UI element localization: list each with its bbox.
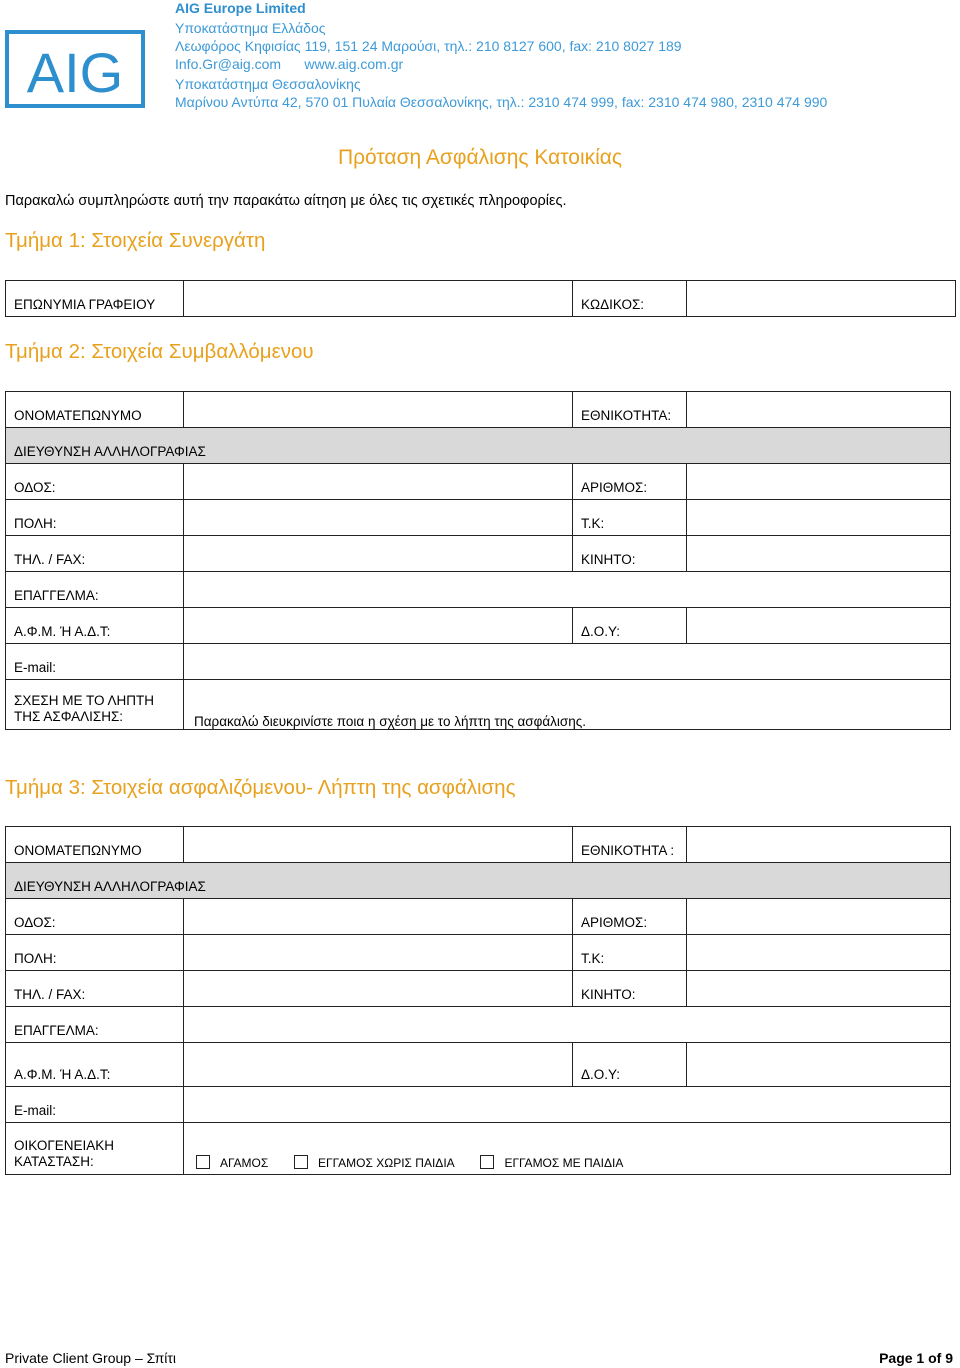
phone-fax-field[interactable] <box>184 971 573 1007</box>
postcode-field[interactable] <box>687 500 951 536</box>
page-title: Πρόταση Ασφάλισης Κατοικίας <box>337 146 623 169</box>
profession-label: ΕΠΑΓΓΕΛΜΑ: <box>6 1007 184 1043</box>
page-number: Page 1 of 9 <box>879 1350 953 1366</box>
logo-text: AIG <box>26 41 124 104</box>
section3-title: Τμήμα 3: Στοιχεία ασφαλιζόμενου- Λήπτη της ασφάλισης <box>5 776 516 799</box>
married-no-kids-checkbox[interactable] <box>294 1155 308 1169</box>
aig-logo <box>5 30 145 108</box>
mobile-field[interactable] <box>687 536 951 572</box>
code-label: ΚΩΔΙΚΟΣ: <box>573 281 687 317</box>
mail-address-header: ΔΙΕΥΘΥΝΣΗ ΑΛΛΗΛΟΓΡΑΦΙΑΣ <box>6 863 951 899</box>
email-label: E-mail: <box>6 644 184 680</box>
relation-note: Παρακαλώ διευκρινίστε ποια η σχέση με το λήπτη της ασφάλισης. <box>194 714 587 729</box>
tax-id-field[interactable] <box>184 1043 573 1087</box>
mobile-label: ΚΙΝΗΤΟ: <box>573 971 687 1007</box>
street-label: ΟΔΟΣ: <box>6 464 184 500</box>
branch1-address: Λεωφόρος Κηφισίας 119, 151 24 Μαρούσι, τηλ.: 210 8127 600, fax: 210 8027 189 <box>175 38 682 54</box>
married-no-kids-option-label: ΕΓΓΑΜΟΣ ΧΩΡΙΣ ΠΑΙΔΙΑ <box>318 1156 455 1170</box>
married-kids-checkbox[interactable] <box>480 1155 494 1169</box>
tax-id-label: Α.Φ.Μ. Ή Α.Δ.Τ: <box>6 608 184 644</box>
email-field[interactable] <box>184 644 951 680</box>
city-label: ΠΟΛΗ: <box>6 500 184 536</box>
number-label: ΑΡΙΘΜΟΣ: <box>573 464 687 500</box>
number-field[interactable] <box>687 464 951 500</box>
contact-info[interactable]: Info.Gr@aig.com www.aig.com.gr <box>175 56 404 72</box>
city-label: ΠΟΛΗ: <box>6 935 184 971</box>
mail-address-header: ΔΙΕΥΘΥΝΣΗ ΑΛΛΗΛΟΓΡΑΦΙΑΣ <box>6 428 951 464</box>
tax-id-field[interactable] <box>184 608 573 644</box>
fullname-field[interactable] <box>184 827 573 863</box>
tax-office-field[interactable] <box>687 608 951 644</box>
footer-left: Private Client Group – Σπίτι <box>5 1350 177 1366</box>
company-name: AIG Europe Limited <box>175 0 306 16</box>
city-field[interactable] <box>184 935 573 971</box>
intro-text: Παρακαλώ συμπληρώστε αυτή την παρακάτω αίτηση με όλες τις σχετικές πληροφορίες. <box>5 193 567 209</box>
section2-table <box>5 391 951 730</box>
married-kids-option-label: ΕΓΓΑΜΟΣ ΜΕ ΠΑΙΔΙΑ <box>504 1156 624 1170</box>
profession-label: ΕΠΑΓΓΕΛΜΑ: <box>6 572 184 608</box>
fullname-label: ΟΝΟΜΑΤΕΠΩΝΥΜΟ <box>6 392 184 428</box>
nationality-field[interactable] <box>687 827 951 863</box>
fullname-label: ΟΝΟΜΑΤΕΠΩΝΥΜΟ <box>6 827 184 863</box>
relation-field[interactable] <box>184 680 951 730</box>
profession-field[interactable] <box>184 1007 951 1043</box>
code-field[interactable] <box>687 281 956 317</box>
office-name-label: ΕΠΩΝΥΜΙΑ ΓΡΑΦΕΙΟΥ <box>6 281 184 317</box>
postcode-label: Τ.Κ: <box>573 500 687 536</box>
section1-title: Τμήμα 1: Στοιχεία Συνεργάτη <box>5 229 266 252</box>
office-name-field[interactable] <box>184 281 573 317</box>
nationality-label: ΕΘΝΙΚΟΤΗΤΑ: <box>573 392 687 428</box>
nationality-label: ΕΘΝΙΚΟΤΗΤΑ : <box>573 827 687 863</box>
postcode-label: Τ.Κ: <box>573 935 687 971</box>
mobile-label: ΚΙΝΗΤΟ: <box>573 536 687 572</box>
phone-fax-label: ΤΗΛ. / FAX: <box>6 971 184 1007</box>
number-label: ΑΡΙΘΜΟΣ: <box>573 899 687 935</box>
tax-office-field[interactable] <box>687 1043 951 1087</box>
phone-fax-field[interactable] <box>184 536 573 572</box>
section3-table <box>5 826 951 1175</box>
section2-title: Τμήμα 2: Στοιχεία Συμβαλλόμενου <box>5 340 314 363</box>
email-label: E-mail: <box>6 1087 184 1123</box>
city-field[interactable] <box>184 500 573 536</box>
single-checkbox[interactable] <box>196 1155 210 1169</box>
fullname-field[interactable] <box>184 392 573 428</box>
marital-label: ΟΙΚΟΓΕΝΕΙΑΚΗ ΚΑΤΑΣΤΑΣΗ: <box>6 1123 184 1175</box>
marital-options <box>184 1123 951 1175</box>
street-field[interactable] <box>184 899 573 935</box>
phone-fax-label: ΤΗΛ. / FAX: <box>6 536 184 572</box>
nationality-field[interactable] <box>687 392 951 428</box>
relation-label: ΣΧΕΣΗ ΜΕ ΤΟ ΛΗΠΤΗ ΤΗΣ ΑΣΦΑΛΙΣΗΣ: <box>6 680 184 730</box>
branch2-name: Υποκατάστημα Θεσσαλονίκης <box>175 76 361 92</box>
number-field[interactable] <box>687 899 951 935</box>
tax-id-label: Α.Φ.Μ. Ή Α.Δ.Τ: <box>6 1043 184 1087</box>
single-option-label: ΑΓΑΜΟΣ <box>220 1156 269 1170</box>
section1-table <box>5 280 956 317</box>
branch1-name: Υποκατάστημα Ελλάδος <box>175 20 326 36</box>
tax-office-label: Δ.Ο.Υ: <box>573 1043 687 1087</box>
mobile-field[interactable] <box>687 971 951 1007</box>
branch2-address: Μαρίνου Αντύπα 42, 570 01 Πυλαία Θεσσαλονίκης, τηλ.: 2310 474 999, fax: 2310 474 980, 2310 474 990 <box>175 94 828 110</box>
street-field[interactable] <box>184 464 573 500</box>
email-field[interactable] <box>184 1087 951 1123</box>
tax-office-label: Δ.Ο.Υ: <box>573 608 687 644</box>
profession-field[interactable] <box>184 572 951 608</box>
postcode-field[interactable] <box>687 935 951 971</box>
street-label: ΟΔΟΣ: <box>6 899 184 935</box>
